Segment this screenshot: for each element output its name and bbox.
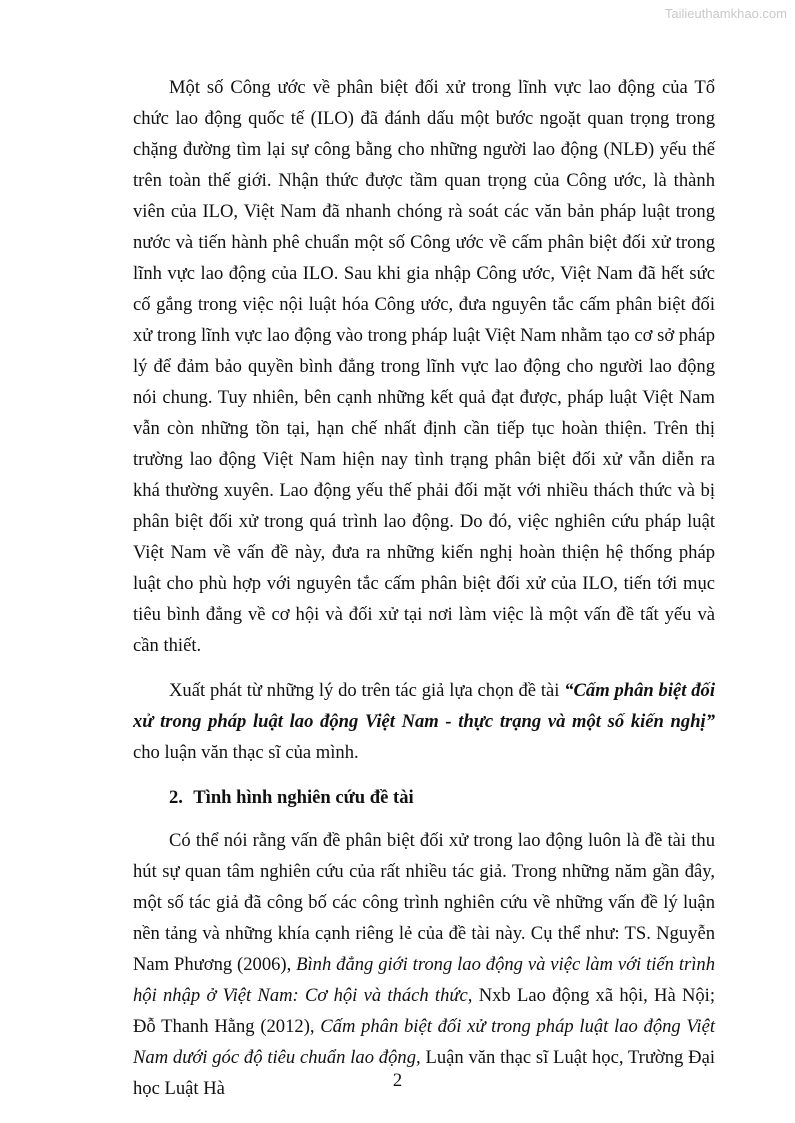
paragraph-ilo-conventions: Một số Công ước về phân biệt đối xử trong lĩnh vực lao động của Tổ chức lao động quốc tế (ILO) đã đánh dấu một bước ngoặt quan trọng trong chặng đường tìm lại sự công bằng cho những người lao động (NLĐ) yếu thế trên toàn thế giới. Nhận thức được tầm quan trọng của Công ước, là thành viên của ILO, Việt Nam đã nhanh chóng rà soát các văn bản pháp luật trong nước và tiến hành phê chuẩn một số Công ước về cấm phân biệt đối xử trong lĩnh vực lao động của ILO. Sau khi gia nhập Công ước, Việt Nam đã hết sức cố gắng trong việc nội luật hóa Công ước, đưa nguyên tắc cấm phân biệt đối xử trong lĩnh vực lao động vào trong pháp luật Việt Nam nhằm tạo cơ sở pháp lý để đảm bảo quyền bình đẳng trong lĩnh vực lao động cho người lao động nói chung. Tuy nhiên, bên cạnh những kết quả đạt được, pháp luật Việt Nam vẫn còn những tồn tại, hạn chế nhất định cần tiếp tục hoàn thiện. Trên thị trường lao động Việt Nam hiện nay tình trạng phân biệt đối xử vẫn diễn ra khá thường xuyên. Lao động yếu thế phải đối mặt với nhiều thách thức và bị phân biệt đối xử trong quá trình lao động. Do đó, việc nghiên cứu pháp luật Việt Nam về vấn đề này, đưa ra những kiến nghị hoàn thiện hệ thống pháp luật cho phù hợp với nguyên tắc cấm phân biệt đối xử của ILO, tiến tới mục tiêu bình đẳng về cơ hội và đối xử tại nơi làm việc là một vấn đề tất yếu và cần thiết. <box>133 77 715 656</box>
paragraph-research-overview <box>133 825 715 1104</box>
section-number: 2. <box>169 787 183 808</box>
research-text-1: Có thể nói rằng vấn đề phân biệt đối xử trong lao động luôn là đề tài thu hút sự quan tâm nghiên cứu của rất nhiều tác giả. Trong những năm gần đây, một số tác giả đã công bố các công trình nghiên cứu về những vấn đề lý luận nền tảng và những khía cạnh riêng lẻ của đề tài này. Cụ thể như: TS. Nguyễn Nam Phương (2006), <box>133 830 715 975</box>
section-title: Tình hình nghiên cứu đề tài <box>193 787 414 808</box>
page-number: 2 <box>392 1070 403 1091</box>
watermark-text: Tailieuthamkhao.com <box>664 6 787 21</box>
section-heading <box>169 782 715 813</box>
topic-intro-text: Xuất phát từ những lý do trên tác giả lựa chọn đề tài <box>169 680 565 701</box>
document-page <box>133 72 715 1104</box>
paragraph-topic-selection <box>133 675 715 768</box>
topic-outro-text: cho luận văn thạc sĩ của mình. <box>133 742 359 763</box>
thesis-title: “Cấm phân biệt đối xử trong pháp luật lao động Việt Nam - thực trạng và một số kiến nghị” <box>133 680 715 732</box>
research-text-2: , Nxb Lao động xã hội, Hà Nội; Đỗ Thanh Hằng (2012), <box>133 985 715 1037</box>
citation-title-1: Bình đẳng giới trong lao động và việc làm với tiến trình hội nhập ở Việt Nam: Cơ hội và thách thức <box>133 954 715 1006</box>
research-text-3: Luận văn thạc sĩ Luật học, Trường Đại học Luật Hà <box>133 1047 715 1099</box>
citation-title-2: Cấm phân biệt đối xử trong pháp luật lao động Việt Nam dưới góc độ tiêu chuẩn lao động, <box>133 1016 715 1068</box>
